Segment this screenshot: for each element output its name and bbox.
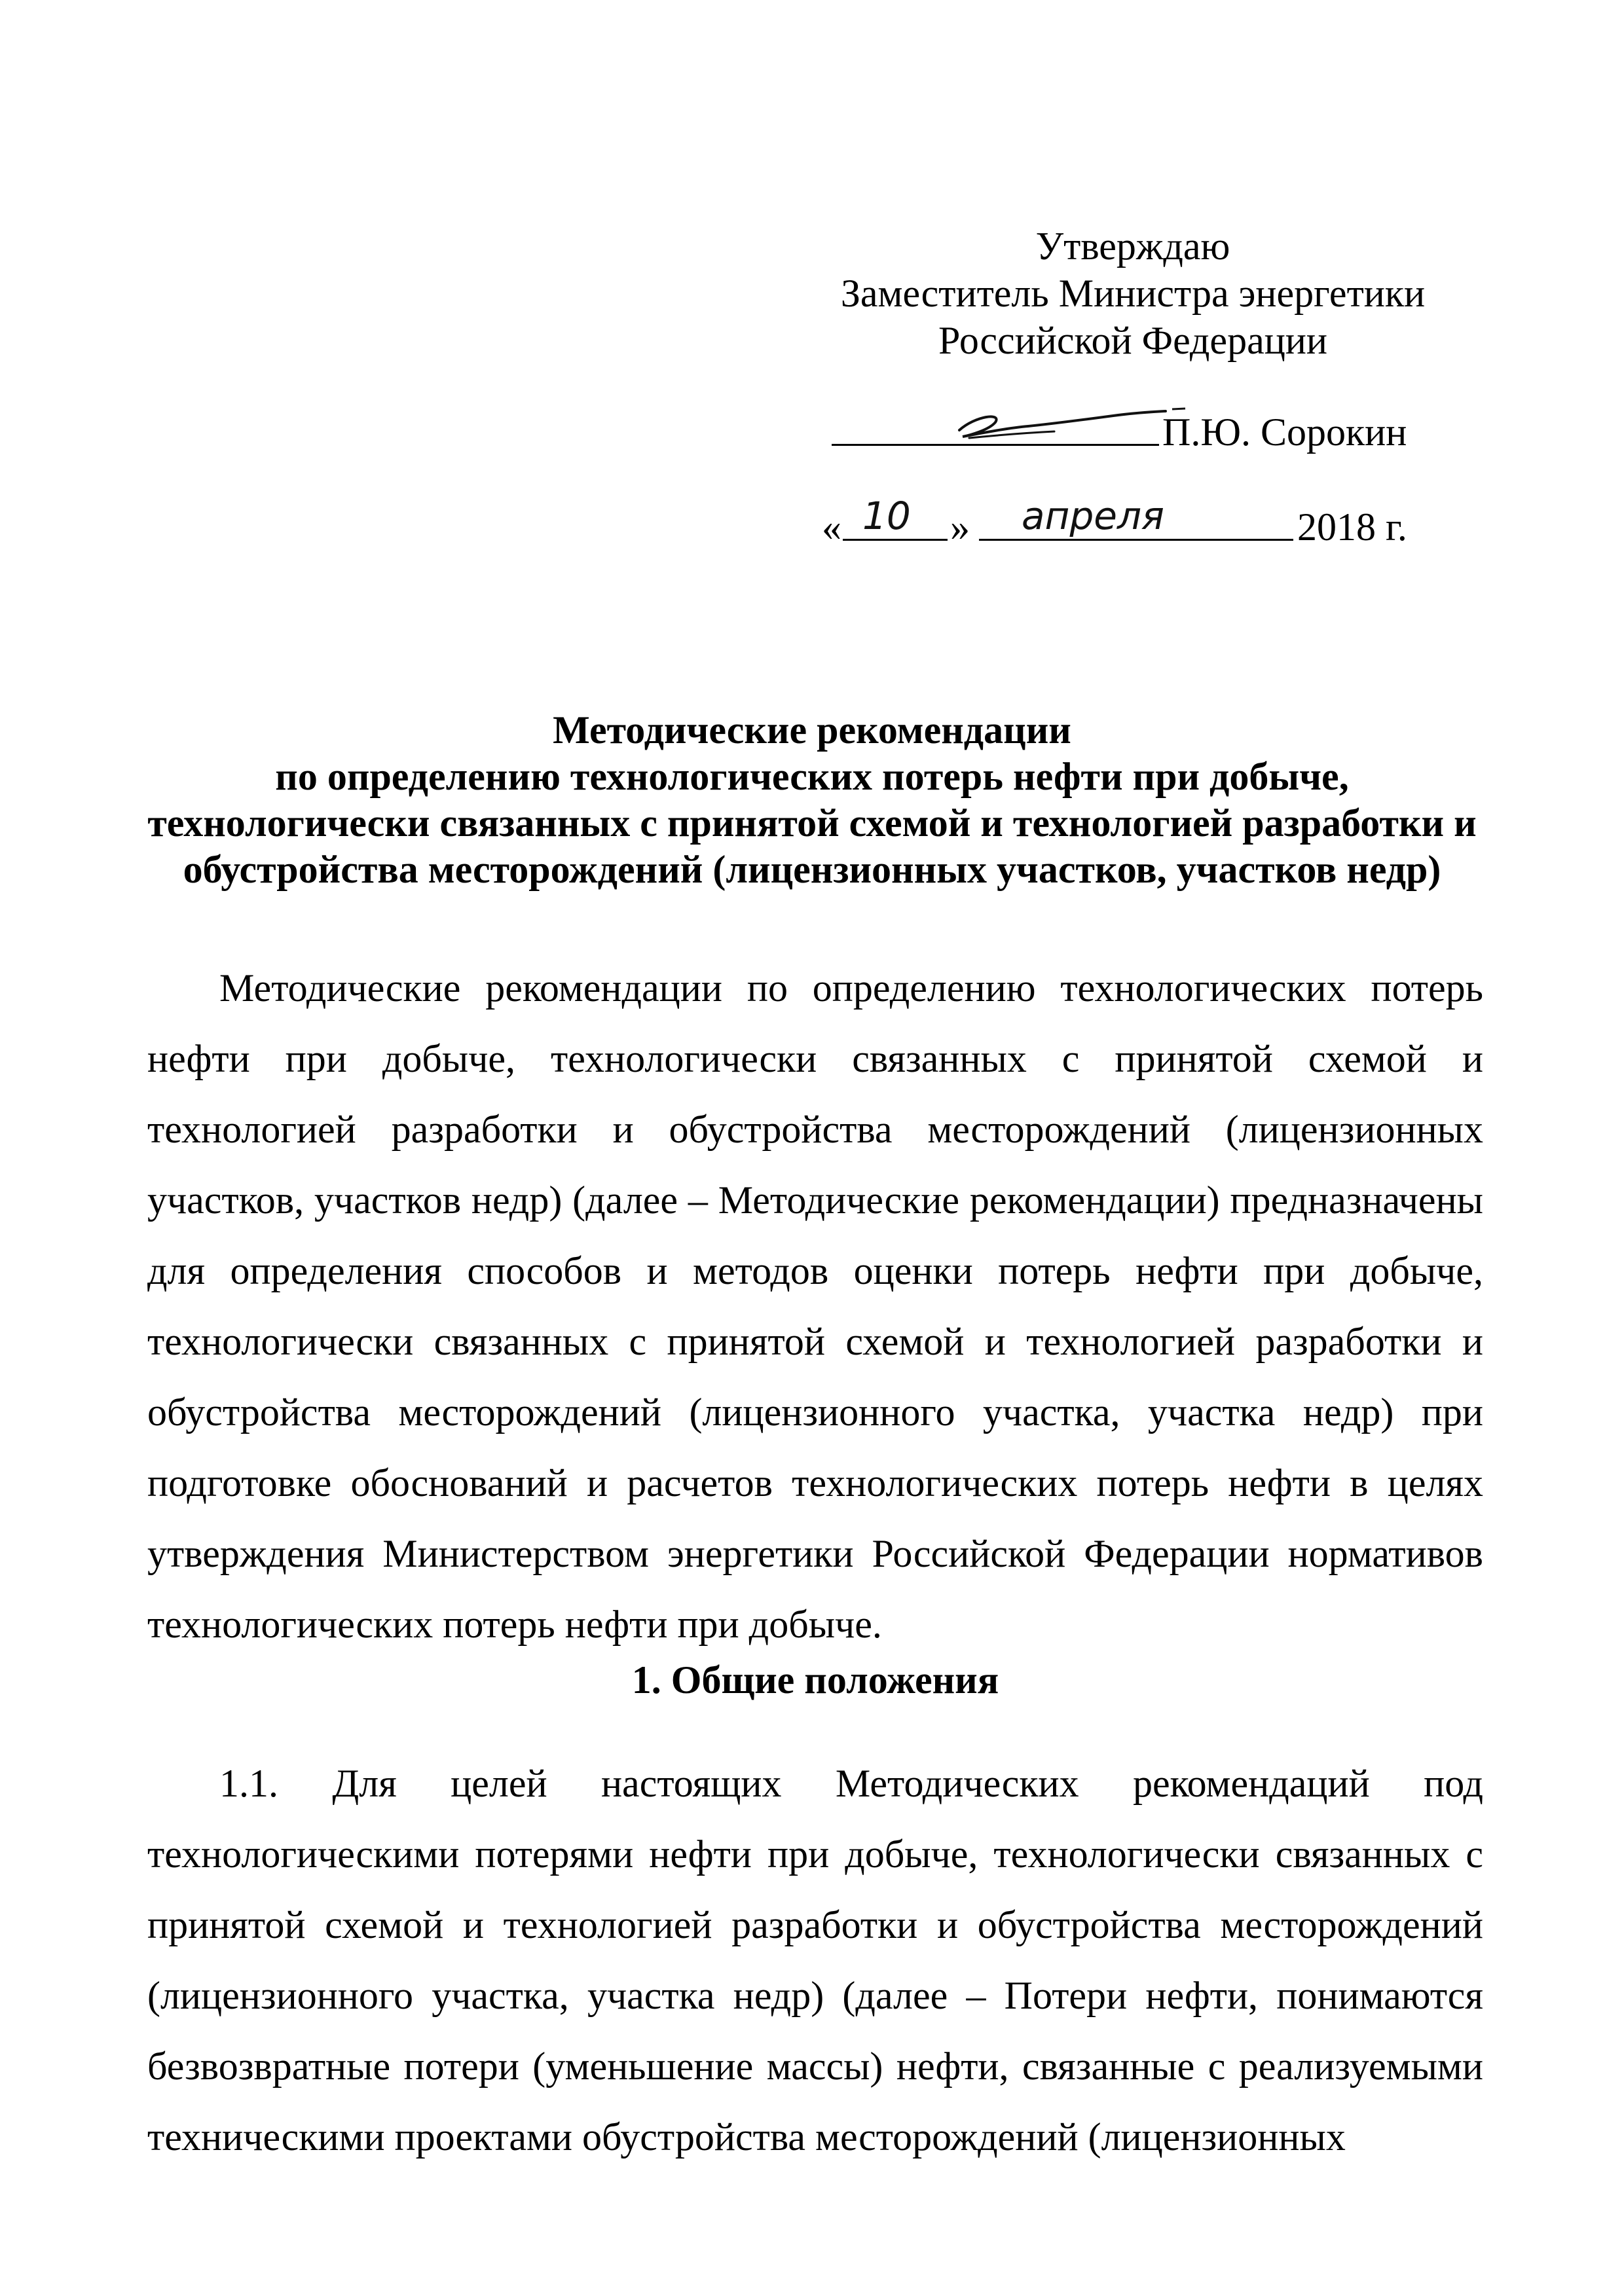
approval-block — [825, 223, 1441, 364]
date-year: 2018 г. — [1297, 505, 1407, 549]
approver-position: Заместитель Министра энергетики — [840, 272, 1426, 315]
date-close-quote: » — [950, 505, 970, 549]
intro-paragraph: Методические рекомендации по определению технологических потерь нефти при добыче, технологически связанных с принятой схемой и технологией разработки и обустройства месторождений (лицензионных участков, участков недр) (далее – Методические рекомендации) предназначены для определения способов и методов оценки потерь нефти при добыче, технологически связанных с принятой схемой и технологией разработки и обустройства месторождений (лицензионного участка, участка недр) при подготовке обоснований и расчетов технологических потерь нефти в целях утверждения Министерством энергетики Российской Федерации нормативов технологических потерь нефти при добыче. — [147, 966, 1483, 1646]
signature-underline — [832, 444, 1159, 446]
title-line: технологически связанных с принятой схемой и технологией разработки и — [147, 801, 1477, 845]
signatory-name: П.Ю. Сорокин — [1162, 410, 1407, 454]
document-title — [131, 707, 1493, 893]
date-day-underline — [843, 539, 948, 541]
date-day: 10 — [862, 494, 911, 538]
section-heading: 1. Общие положения — [631, 1658, 999, 1702]
title-line: по определению технологических потерь нефти при добыче, — [275, 755, 1349, 798]
approval-heading: Утверждаю — [1035, 225, 1230, 268]
signature-line — [832, 403, 1441, 455]
title-line: обустройства месторождений (лицензионных участков, участков недр) — [183, 848, 1441, 891]
approval-date — [822, 494, 1450, 550]
title-line: Методические рекомендации — [553, 708, 1071, 752]
date-month: апреля — [1022, 494, 1164, 538]
date-month-underline — [979, 539, 1293, 541]
date-open-quote: « — [822, 505, 841, 549]
paragraph-1-1: 1.1. Для целей настоящих Методических рекомендаций под технологическими потерями нефти при добыче, технологически связанных с принятой схемой и технологией разработки и обустройства месторождений (лицензионного участка, участка недр) (далее – Потери нефти, понимаются безвозвратные потери (уменьшение массы) нефти, связанные с реализуемыми техническими проектами обустройства месторождений (лицензионных — [147, 1762, 1483, 2159]
approver-organization: Российской Федерации — [938, 319, 1328, 362]
